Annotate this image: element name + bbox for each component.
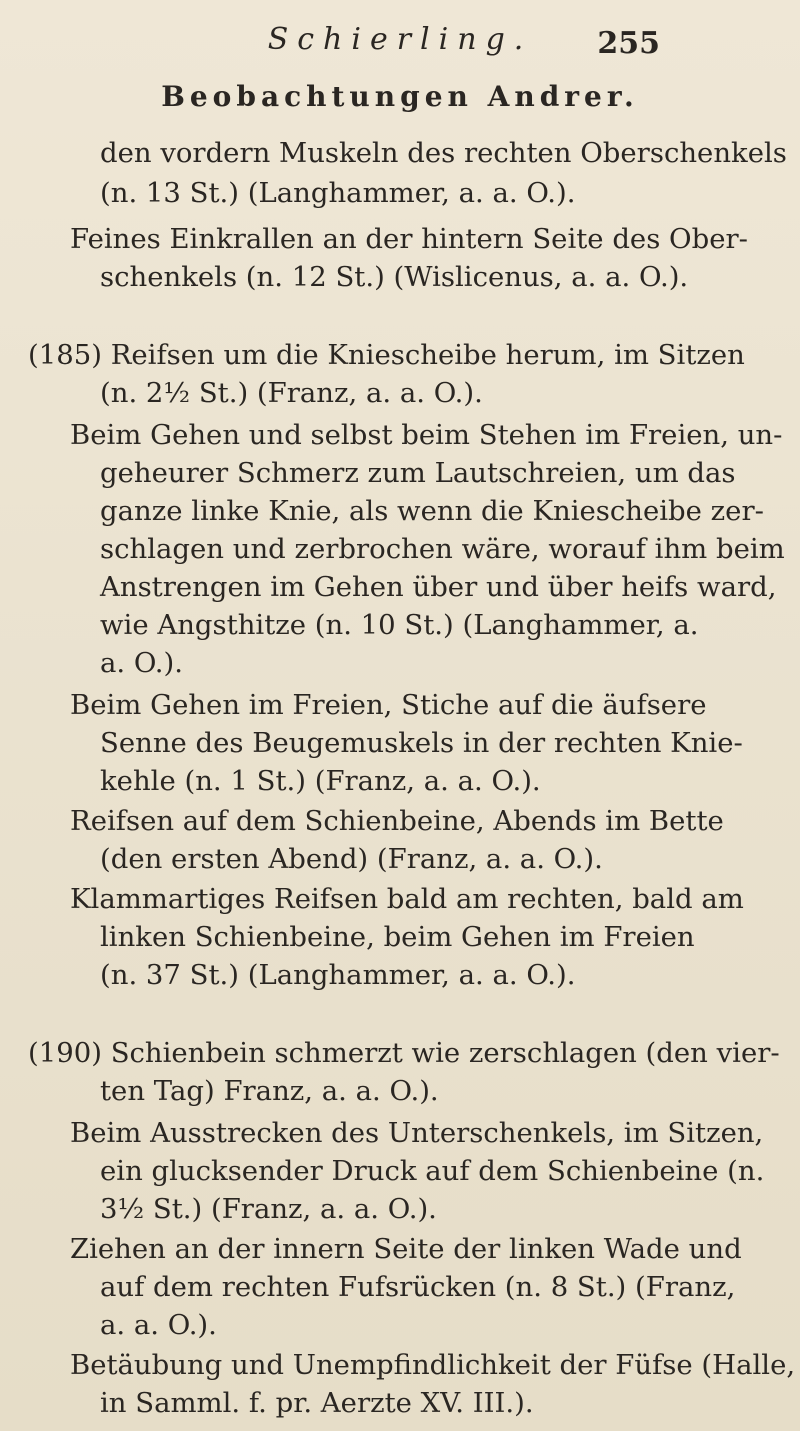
text-line: geheurer Schmerz zum Lautschreien, um das bbox=[100, 457, 736, 489]
text-line: schenkels (n. 12 St.) (Wislicenus, a. a. O.). bbox=[100, 261, 689, 293]
text-line: Senne des Beugemuskels in der rechten Knie- bbox=[100, 727, 743, 759]
text-line: Beim Gehen im Freien, Stiche auf die äufsere bbox=[70, 689, 707, 721]
text-line: (n. 13 St.) (Langhammer, a. a. O.). bbox=[100, 177, 576, 209]
text-line: linken Schienbeine, beim Gehen im Freien bbox=[100, 921, 695, 953]
text-line: a. O.). bbox=[100, 647, 184, 679]
text-line: Feines Einkrallen an der hintern Seite des Ober- bbox=[70, 223, 748, 255]
text-line: (den ersten Abend) (Franz, a. a. O.). bbox=[100, 843, 603, 875]
text-line: Anstrengen im Gehen über und über heifs ward, bbox=[100, 571, 777, 603]
running-head: Schierling. bbox=[267, 22, 533, 57]
text-line: a. a. O.). bbox=[100, 1309, 217, 1341]
text-line: den vordern Muskeln des rechten Oberschenkels bbox=[100, 137, 787, 169]
text-line: schlagen und zerbrochen wäre, worauf ihm beim bbox=[100, 533, 785, 565]
text-line: Betäubung und Unempfindlichkeit der Füfse (Halle, bbox=[70, 1349, 796, 1381]
text-line: 3½ St.) (Franz, a. a. O.). bbox=[100, 1193, 437, 1225]
text-line: ganze linke Knie, als wenn die Kniescheibe zer- bbox=[100, 495, 764, 527]
text-line: auf dem rechten Fufsrücken (n. 8 St.) (Franz, bbox=[100, 1271, 736, 1303]
text-line: (185) Reifsen um die Kniescheibe herum, im Sitzen bbox=[28, 339, 745, 371]
page-number: 255 bbox=[597, 26, 660, 61]
text-line: ten Tag) Franz, a. a. O.). bbox=[100, 1075, 439, 1107]
text-line: ein glucksender Druck auf dem Schienbeine (n. bbox=[100, 1155, 765, 1187]
text-line: (n. 2½ St.) (Franz, a. a. O.). bbox=[100, 377, 483, 409]
text-line: wie Angsthitze (n. 10 St.) (Langhammer, a. bbox=[100, 609, 699, 641]
text-line: Beim Gehen und selbst beim Stehen im Freien, un- bbox=[70, 419, 783, 451]
text-line: Beim Ausstrecken des Unterschenkels, im Sitzen, bbox=[70, 1117, 764, 1149]
text-line: kehle (n. 1 St.) (Franz, a. a. O.). bbox=[100, 765, 541, 797]
page-header bbox=[0, 22, 800, 72]
text-line: Reifsen auf dem Schienbeine, Abends im Bette bbox=[70, 805, 724, 837]
text-line: Klammartiges Reifsen bald am rechten, bald am bbox=[70, 883, 744, 915]
text-line: Ziehen an der innern Seite der linken Wade und bbox=[70, 1233, 742, 1265]
text-line: in Samml. f. pr. Aerzte XV. III.). bbox=[100, 1387, 534, 1419]
section-heading: Beobachtungen Andrer. bbox=[161, 80, 639, 113]
text-line: (190) Schienbein schmerzt wie zerschlagen (den vier- bbox=[28, 1037, 780, 1069]
text-line: (n. 37 St.) (Langhammer, a. a. O.). bbox=[100, 959, 576, 991]
